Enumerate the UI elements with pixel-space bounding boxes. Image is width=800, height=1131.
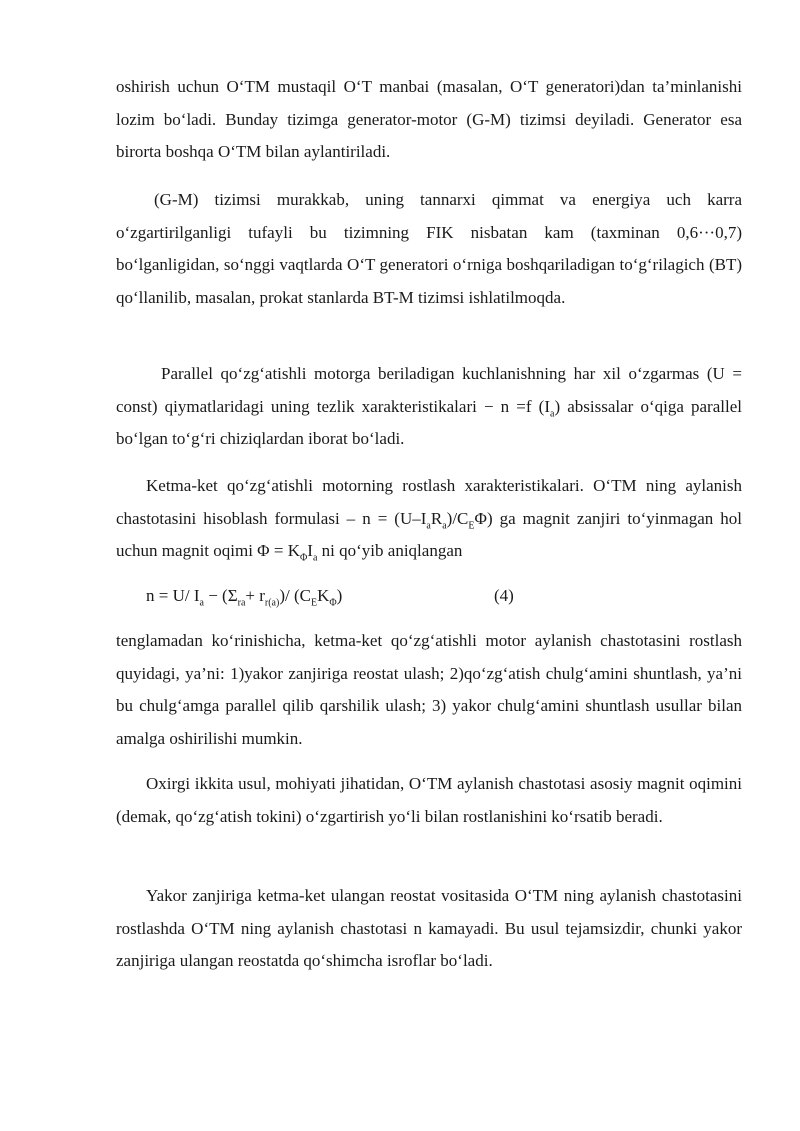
subscript: a	[550, 407, 555, 419]
subscript: r(a)	[264, 597, 280, 609]
paragraph-3-text-b: ) absissalar o‘qiga parallel bo‘lgan to‘g‘ri chiziqlardan iborat bo‘ladi.	[116, 396, 742, 448]
paragraph-6: Oxirgi ikkita usul, mohiyati jihatidan, O‘TM aylanish chastotasi asosiy magnit oqimini (demak, qo‘zg‘atish tokini) o‘zgartirish yo‘li bilan rostlanishini ko‘rsatib beradi.	[116, 774, 742, 826]
formula-part-c: + r	[245, 586, 265, 605]
subscript: a	[426, 519, 431, 531]
paragraph-4	[116, 470, 742, 568]
subscript: a	[442, 519, 447, 531]
formula-4	[146, 580, 514, 613]
paragraph-1: oshirish uchun O‘TM mustaqil O‘T manbai (masalan, O‘T generatori)dan ta’minlanishi lozim bo‘ladi. Bunday tizimga generator-motor (G-M) tizimsi deyiladi. Generator esa birorta boshqa O‘TM bilan aylantiriladi.	[116, 77, 742, 161]
subscript: a	[312, 552, 318, 564]
paragraph-3-text-a: Parallel qo‘zg‘atishli motorga beriladigan kuchlanishning har xil o‘zgarmas (U = const) qiymatlaridagi uning tezlik xarakteristikalari − n =f (I	[116, 364, 742, 416]
equation-number: (4)	[494, 586, 514, 605]
formula-part-a: n = U/ I	[146, 586, 200, 605]
paragraph-4-text-b: R	[430, 508, 443, 528]
paragraph-5: tenglamadan ko‘rinishicha, ketma-ket qo‘zg‘atishli motor aylanish chastotasini rostlash quyidagi, ya’ni: 1)yakor zanjiriga reostat ulash; 2)qo‘zg‘atish chulg‘amini shuntlash, ya’ni bu chulg‘amga parallel qilib qarshilik ulash; 3) yakor chulg‘amini shuntlash usullar bilan amalga oshirilishi mumkin.	[116, 631, 742, 748]
subscript: E	[310, 597, 318, 609]
formula-part-f: )	[336, 586, 343, 605]
formula-part-b: − (Σ	[203, 586, 238, 605]
paragraph-3	[116, 358, 742, 456]
subscript: Φ	[329, 597, 337, 609]
paragraph-4-text-a: Ketma-ket qo‘zg‘atishli motorning rostlash xarakteristikalari. O‘TM ning aylanish chastotasini hisoblash formulasi – n = (U–I	[116, 476, 742, 528]
subscript: a	[199, 597, 204, 609]
paragraph-4-text-f: ni qo‘yib aniqlangan	[317, 541, 463, 560]
paragraph-4-text-c: )/C	[446, 508, 469, 528]
subscript: E	[468, 519, 475, 531]
paragraph-2: (G-M) tizimsi murakkab, uning tannarxi qimmat va energiya uch karra o‘zgartirilganligi tufayli bu tizimning FIK nisbatan kam (taxminan 0,6···0,7) bo‘lganligidan, so‘nggi vaqtlarda O‘T generatori o‘rniga boshqariladigan to‘g‘rilagich (BT) qo‘llanilib, masalan, prokat stanlarda BT-M tizimsi ishlatilmoqda.	[116, 190, 742, 307]
formula-part-d: )/ (C	[279, 586, 311, 605]
paragraph-4-text-d: Φ) ga magnit zanjiri to‘yinmagan hol uchun magnit oqimi Φ = K	[116, 508, 743, 560]
paragraph-7: Yakor zanjiriga ketma-ket ulangan reostat vositasida O‘TM ning aylanish chastotasini rostlashda O‘TM ning aylanish chastotasi n kamayadi. Bu usul tejamsizdir, chunki yakor zanjiriga ulangan reostatda qo‘shimcha isroflar bo‘ladi.	[116, 886, 742, 970]
paragraph-4-text-e: I	[307, 541, 313, 560]
formula-part-e: K	[317, 586, 330, 605]
subscript: Φ	[299, 552, 308, 564]
subscript: ra	[237, 597, 246, 609]
